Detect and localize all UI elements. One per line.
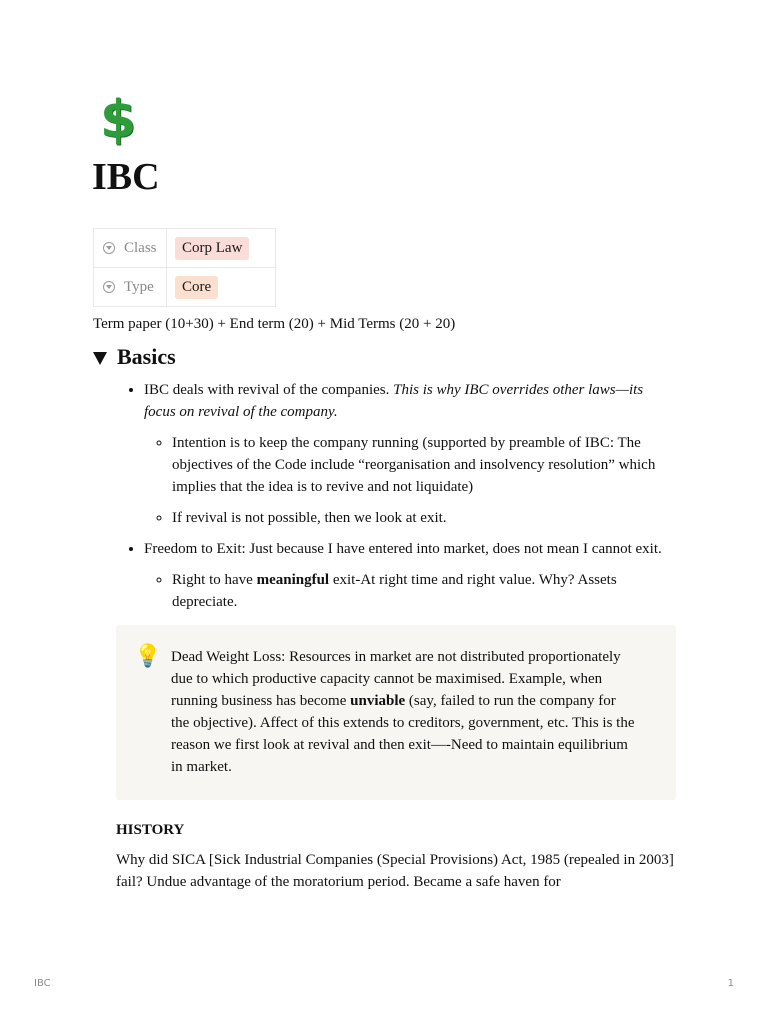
dollar-sign-icon: $	[100, 90, 137, 150]
class-tag[interactable]: Corp Law	[175, 237, 249, 260]
footer-page-title: IBC	[34, 978, 51, 989]
callout-bold-text: unviable	[350, 693, 406, 709]
property-value-class[interactable]	[167, 229, 276, 268]
properties-table	[93, 228, 276, 307]
page-title: IBC	[92, 156, 160, 198]
list-item	[144, 538, 676, 613]
sub-bullet-text: exit-At right time and right value. Why? Assets depreciate.	[172, 572, 617, 610]
bullet-list	[116, 379, 676, 613]
property-key-label: Class	[124, 239, 157, 256]
property-row-type	[94, 268, 276, 307]
type-tag[interactable]: Core	[175, 276, 218, 299]
basics-heading: Basics	[117, 344, 176, 369]
callout-text-part: (say, failed to run the company for the objective). Affect of this extends to creditors, government, etc. This is the reason we first look at revival and then exit—-Need to maintain equilibrium in market.	[171, 693, 635, 775]
property-key-class	[94, 229, 167, 268]
sub-bullet-text: Intention is to keep the company running (supported by preamble of IBC: The objectives of the Code include “reorganisation and insolvency resolution” which implies that the idea is to revive and not liquidate)	[172, 435, 656, 495]
footer-page-number: 1	[727, 978, 734, 989]
sub-bullet-list	[144, 432, 676, 529]
dead-weight-loss-callout	[116, 625, 676, 800]
property-key-label: Type	[124, 278, 154, 295]
property-row-class	[94, 229, 276, 268]
sub-bullet-text: Right to have	[172, 572, 257, 588]
callout-text-part: Dead Weight Loss: Resources in market are not distributed proportionately due to which productive capacity cannot be maximised. Example, when running business has become	[171, 649, 621, 709]
toggle-triangle-icon[interactable]	[93, 352, 107, 365]
bullet-text: IBC deals with revival of the companies.	[144, 382, 394, 398]
property-select-icon	[103, 242, 115, 254]
light-bulb-icon: 💡	[134, 644, 162, 669]
basics-toggle[interactable]	[93, 343, 176, 371]
history-text: Why did SICA [Sick Industrial Companies (Special Provisions) Act, 1985 (repealed in 2003] fail? Undue advantage of the moratorium period. Became a safe haven for	[116, 852, 674, 890]
list-item	[172, 569, 676, 613]
property-value-type[interactable]	[167, 268, 276, 307]
callout-text	[171, 646, 636, 778]
marks-summary: Term paper (10+30) + End term (20) + Mid Terms (20 + 20)	[93, 316, 456, 332]
property-key-type	[94, 268, 167, 307]
sub-bullet-list	[144, 569, 676, 613]
list-item	[172, 507, 676, 529]
property-select-icon	[103, 281, 115, 293]
history-heading: HISTORY	[116, 822, 185, 838]
bullet-text: Freedom to Exit: Just because I have entered into market, does not mean I cannot exit.	[144, 541, 662, 557]
list-item	[144, 379, 676, 529]
basics-content	[116, 379, 676, 893]
list-item	[172, 432, 676, 498]
bullet-italic-text: This is why IBC overrides other laws—its focus on revival of the company.	[144, 382, 644, 420]
sub-bullet-text: If revival is not possible, then we look at exit.	[172, 510, 447, 526]
sub-bullet-bold-text: meaningful	[256, 572, 330, 588]
